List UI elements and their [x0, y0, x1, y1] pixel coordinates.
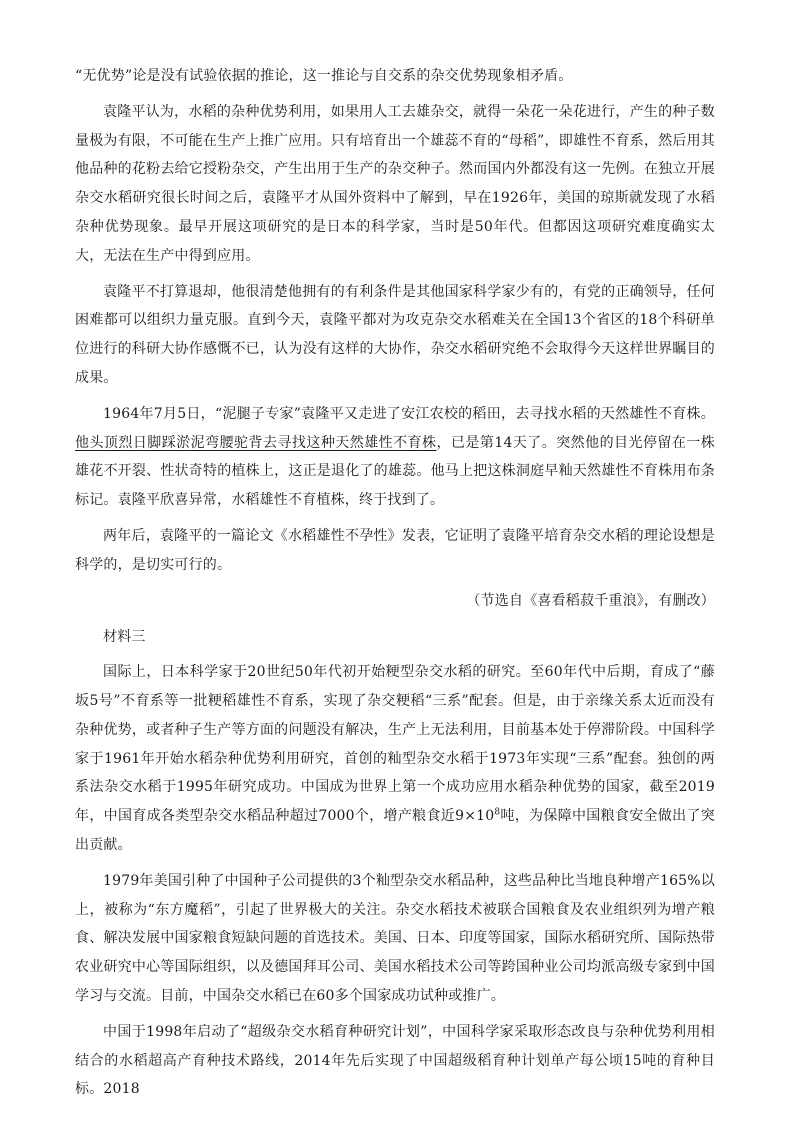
paragraph-7: 1979年美国引种了中国种子公司提供的3个籼型杂交水稻品种，这些品种比当地良种增产165%以上，被称为“东方魔稻”，引起了世界极大的关注。杂交水稻技术被联合国粮食及农业组织列为增产粮食、解决发展中国家粮食短缺问题的首选技术。美国、日本、印度等国家，国际水稻研究所、国际热带农业研究中心等国际组织，以及德国拜耳公司、美国水稻技术公司等跨国种业公司均派高级专家到中国学习与交流。目前，中国杂交水稻已在60多个国家成功试种或推广。	[75, 872, 715, 1004]
paragraph-4-rest: ，已是第14天了。突然他的目光停留在一株雄花不开裂、性状奇特的植株上，这正是退化了的雄蕊。他马上把这株洞庭早籼天然雄性不育株用布条标记。袁隆平欣喜异常，水稻雄性不育植株，终于找到了。	[75, 434, 715, 509]
paragraph-4	[75, 400, 715, 515]
paragraph-4-intro: 1964年7月5日，“泥腿子专家”袁隆平又走进了安江农校的稻田，去寻找水稻的天然雄性不育株。	[103, 405, 715, 422]
paragraph-6-main: 国际上，日本科学家于20世纪50年代初开始粳型杂交水稻的研究。至60年代中后期，育成了“藤坂5号”不育系等一批粳稻雄性不育系，实现了杂交粳稻“三系”配套。但是，由于亲缘关系太近而没有杂种优势，或者种子生产等方面的问题没有解决，生产上无法利用，目前基本处于停滞阶段。中国科学家于1961年开始水稻杂种优势利用研究，首创的籼型杂交水稻于1973年实现“三系”配套。独创的两系法杂交水稻于1995年研究成功。中国成为世界上第一个成功应用水稻杂种优势的国家，截至2019年，中国育成各类型杂交水稻品种超过7000个，增产粮食近9×10	[75, 664, 715, 825]
paragraph-1: “无优势”论是没有试验依据的推论，这一推论与自交系的杂交优势现象相矛盾。	[75, 68, 573, 84]
article-body	[75, 62, 715, 1111]
exponent: 8	[494, 807, 501, 818]
section-heading-material-3: 材料三	[103, 629, 146, 646]
paragraph-2: 袁隆平认为，水稻的杂种优势利用，如果用人工去雄杂交，就得一朵花一朵花进行，产生的种子数量极为有限，不可能在生产上推广应用。只有培育出一个雄蕊不育的“母稻”，即雄性不育系，然后用其他品种的花粉去给它授粉杂交，产生出用于生产的杂交种子。然而国内外都没有这一先例。在独立开展杂交水稻研究很长时间之后，袁隆平才从国外资料中了解到，早在1926年，美国的琼斯就发现了水稻杂种优势现象。最早开展这项研究的是日本的科学家，当时是50年代。但都因这项研究难度确实太大，无法在生产中得到应用。	[75, 103, 715, 264]
underlined-sentence: 他头顶烈日脚踩淤泥弯腰驼背去寻找这种天然雄性不育株	[75, 434, 437, 451]
paragraph-3: 袁隆平不打算退却，他很清楚他拥有的有利条件是其他国家科学家少有的，有党的正确领导，任何困难都可以组织力量克服。直到今天，袁隆平都对为攻克杂交水稻难关在全国13个省区的18个科研单位进行的科研大协作感慨不已，认为没有这样的大协作，杂交水稻研究绝不会取得今天这样世界瞩目的成果。	[75, 283, 715, 386]
paragraph-5: 两年后，袁隆平的一篇论文《水稻雄性不孕性》发表，它证明了袁隆平培育杂交水稻的理论设想是科学的，是切实可行的。	[75, 527, 715, 573]
source-citation: （节选自《喜看稻菽千重浪》，有删改）	[466, 592, 715, 609]
paragraph-8: 中国于1998年启动了“超级杂交水稻育种研究计划”，中国科学家采取形态改良与杂种优势利用相结合的水稻超高产育种技术路线，2014年先后实现了中国超级稻育种计划单产每公顷15吨的育种目标。2018	[75, 1023, 715, 1098]
paragraph-6-rest: 吨，为保障中国粮食安全做出了突出贡献。	[75, 808, 715, 853]
paragraph-6	[75, 658, 715, 860]
